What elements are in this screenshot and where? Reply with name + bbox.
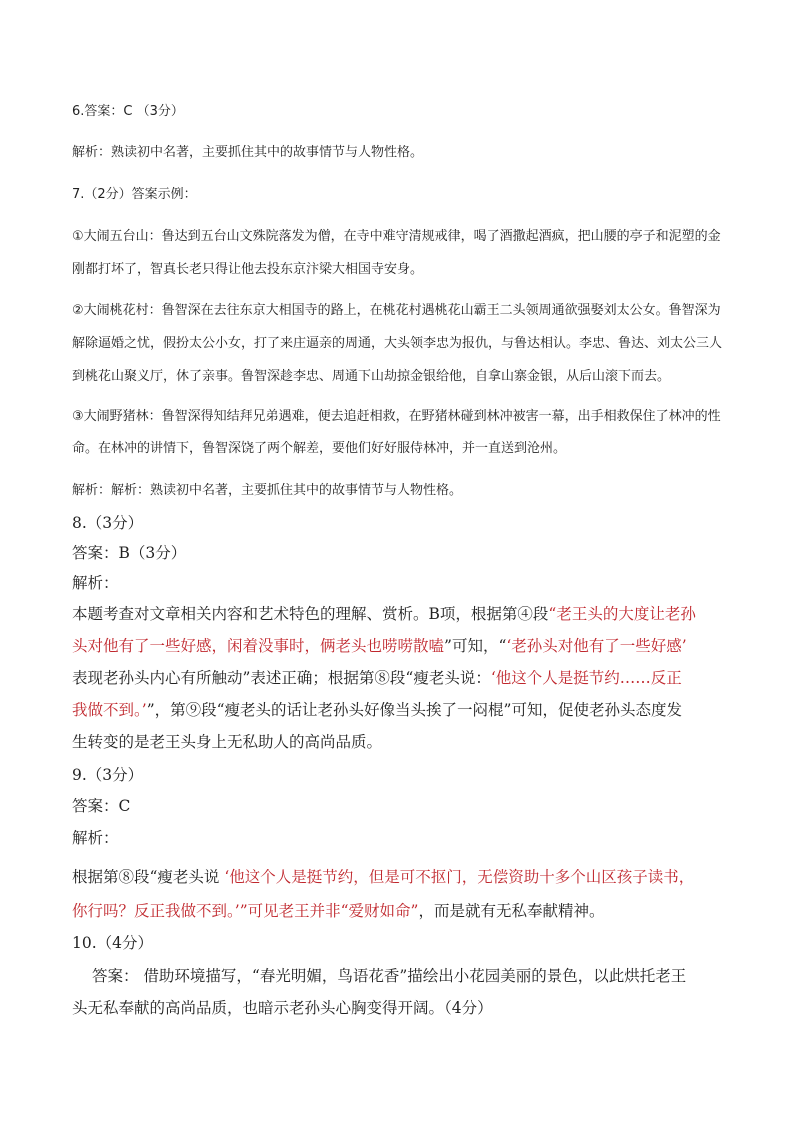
q9-l2-quote: 你行吗？反正我做不到。’ xyxy=(72,902,240,920)
q9-l2-quote-2: ”可见老王并非“爱财如命” xyxy=(239,902,419,920)
q7-heading: 7.（2分）答案示例： xyxy=(72,187,197,202)
q7-example-3-line-2: 命。在林冲的讲情下，鲁智深饶了两个解差，要他们好好服侍林冲，并一直送到沧州。 xyxy=(72,441,567,456)
q7-example-1-line-2: 刚都打坏了，智真长老只得让他去投东京汴梁大相国寺安身。 xyxy=(72,262,424,277)
q8-answer: 答案：B（3分） xyxy=(72,544,187,562)
q9-analysis-line-2 xyxy=(72,901,604,921)
q9-analysis-label: 解析： xyxy=(72,829,119,847)
q8-analysis-line-1 xyxy=(72,604,696,624)
q8-l2-quote-2: ‘老孙头对他有了一些好感’ xyxy=(506,637,687,655)
q10-answer-line-2: 头无私奉献的高尚品质，也暗示老孙头心胸变得开阔。（4分） xyxy=(72,999,493,1017)
q9-l1-text: 根据第⑧段“瘦老头说 xyxy=(72,868,225,886)
q8-l1-text: 本题考查对文章相关内容和艺术特色的理解、赏析。B项，根据第④段 xyxy=(72,605,549,623)
q10-answer-line-1: 答案： 借助环境描写，“春光明媚，鸟语花香”描绘出小花园美丽的景色，以此烘托老王 xyxy=(92,967,687,985)
q8-l3-text: 表现老孙头内心有所触动”表述正确；根据第⑧段“瘦老头说： xyxy=(72,669,491,687)
q8-l1-quote: “老王头的大度让老孙 xyxy=(548,605,696,623)
q8-analysis-line-5: 生转变的是老王头身上无私助人的高尚品质。 xyxy=(72,733,383,751)
q8-analysis-line-4 xyxy=(72,700,682,720)
q9-answer: 答案：C xyxy=(72,797,131,815)
q9-heading: 9.（3分） xyxy=(72,766,144,784)
q8-l3-quote: ‘他这个人是挺节约……反正 xyxy=(490,669,682,687)
q7-example-2-line-1: ②大闹桃花村：鲁智深在去往东京大相国寺的路上，在桃花村遇桃花山霸王二头领周通欲强娶刘太公女。鲁智深为 xyxy=(72,303,721,318)
q8-analysis-line-2 xyxy=(72,636,687,656)
q9-l2-text: ，而是就有无私奉献精神。 xyxy=(418,902,605,920)
q8-l2-quote: 头对他有了一些好感，闲着没事时，俩老头也唠唠散嗑 xyxy=(72,637,445,655)
q7-example-2-line-2: 解除逼婚之忧，假扮太公小女，打了来庄逼亲的周通，大头领李忠为报仇，与鲁达相认。李忠、鲁达、刘太公三人 xyxy=(72,336,723,351)
q8-analysis-line-3 xyxy=(72,668,682,688)
q8-l4-quote: 我做不到。’ xyxy=(72,701,147,719)
q8-l4-text: ”，第⑨段“瘦老头的话让老孙头好像当头挨了一闷棍”可知，促使老孙头态度发 xyxy=(146,701,682,719)
q7-analysis: 解析：解析：熟读初中名著，主要抓住其中的故事情节与人物性格。 xyxy=(72,483,463,498)
q8-l2-text: ”可知，“ xyxy=(444,637,507,655)
q7-example-2-line-3: 到桃花山聚义厅，休了亲事。鲁智深趁李忠、周通下山劫掠金银给他，自拿山寨金银，从后山滚下而去。 xyxy=(72,369,671,384)
q8-heading: 8.（3分） xyxy=(72,514,144,532)
q8-analysis-label: 解析： xyxy=(72,574,119,592)
q6-analysis: 解析：熟读初中名著，主要抓住其中的故事情节与人物性格。 xyxy=(72,145,424,160)
q7-example-3-line-1: ③大闹野猪林：鲁智深得知结拜兄弟遇难，便去追赶相救，在野猪林碰到林冲被害一幕，出手相救保住了林冲的性 xyxy=(72,409,721,424)
q6-answer: 6.答案：C （3分） xyxy=(72,104,184,119)
q9-analysis-line-1 xyxy=(72,867,694,887)
q10-heading: 10.（4分） xyxy=(72,934,154,952)
q7-example-1-line-1: ①大闹五台山：鲁达到五台山文殊院落发为僧，在寺中难守清规戒律，喝了酒撒起酒疯，把山腰的亭子和泥塑的金 xyxy=(72,229,721,244)
q9-l1-quote: ‘他这个人是挺节约，但是可不抠门，无偿资助十多个山区孩子读书， xyxy=(224,868,695,886)
